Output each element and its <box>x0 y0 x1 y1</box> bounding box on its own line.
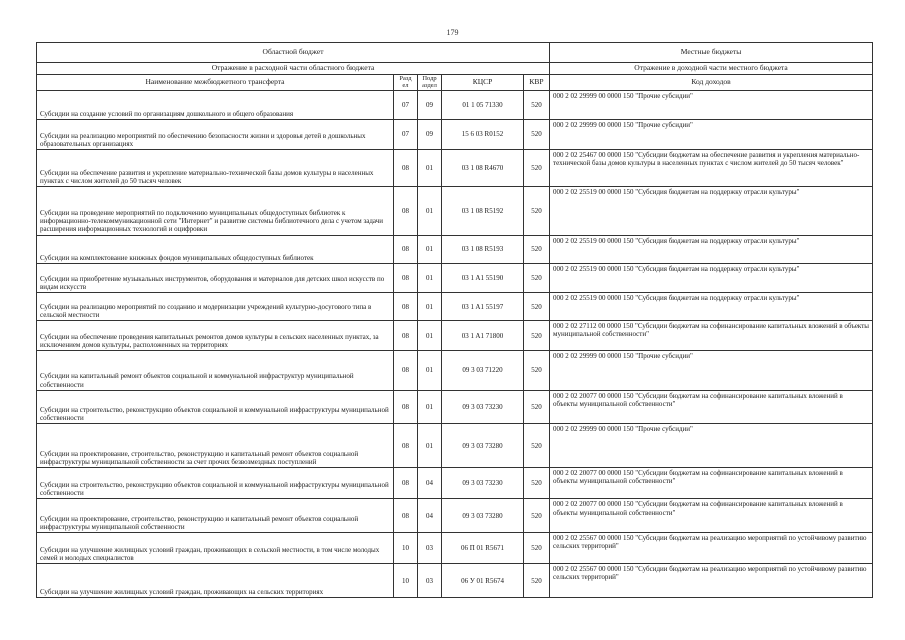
income-reflection-header: Отражение в доходной части местного бюджета <box>550 63 873 75</box>
income-code: 000 2 02 29999 00 0000 150 "Прочие субсидии" <box>550 120 873 149</box>
kcsr-code: 06 П 01 R5671 <box>442 532 524 563</box>
column-header-kcsr: КЦСР <box>442 75 524 91</box>
section-code: 08 <box>394 390 418 424</box>
kvr-code: 520 <box>524 564 550 598</box>
section-code: 08 <box>394 321 418 350</box>
income-code: 000 2 02 29999 00 0000 150 "Прочие субсидии" <box>550 91 873 120</box>
kvr-code: 520 <box>524 532 550 563</box>
column-header-kvr: КВР <box>524 75 550 91</box>
section-code: 08 <box>394 499 418 533</box>
transfer-name: Субсидии на реализацию мероприятий по созданию и модернизации учреждений культурно-досугового типа в сельской местности <box>37 293 394 321</box>
subsection-code: 01 <box>418 424 442 468</box>
kvr-code: 520 <box>524 187 550 235</box>
section-code: 08 <box>394 149 418 187</box>
section-code: 08 <box>394 424 418 468</box>
kvr-code: 520 <box>524 91 550 120</box>
subsection-code: 04 <box>418 468 442 499</box>
column-header-section: Разд ел <box>394 75 418 91</box>
section-code: 08 <box>394 187 418 235</box>
table-row <box>37 532 873 563</box>
table-row <box>37 321 873 350</box>
kcsr-code: 09 3 03 73280 <box>442 424 524 468</box>
subsection-code: 09 <box>418 120 442 149</box>
section-code: 08 <box>394 293 418 321</box>
kcsr-code: 03 1 A1 55190 <box>442 263 524 292</box>
subsection-code: 01 <box>418 263 442 292</box>
kvr-code: 520 <box>524 293 550 321</box>
expense-reflection-header: Отражение в расходной части областного бюджета <box>37 63 550 75</box>
kvr-code: 520 <box>524 390 550 424</box>
kvr-code: 520 <box>524 468 550 499</box>
kvr-code: 520 <box>524 149 550 187</box>
income-code: 000 2 02 25567 00 0000 150 "Субсидии бюджетам на реализацию мероприятий по устойчивому развитию сельских территорий" <box>550 532 873 563</box>
kcsr-code: 09 3 03 73230 <box>442 468 524 499</box>
transfer-name: Субсидии на проектирование, строительство, реконструкцию и капитальный ремонт объектов социальной инфраструктуры муниципальной собственности <box>37 499 394 533</box>
local-budgets-header: Местные бюджеты <box>550 43 873 63</box>
transfers-table <box>36 42 873 598</box>
table-row <box>37 390 873 424</box>
section-code: 08 <box>394 263 418 292</box>
section-code: 07 <box>394 120 418 149</box>
kvr-code: 520 <box>524 350 550 390</box>
income-code: 000 2 02 25519 00 0000 150 "Субсидия бюджетам на поддержку отрасли культуры" <box>550 293 873 321</box>
kcsr-code: 03 1 08 R5193 <box>442 235 524 263</box>
transfer-name: Субсидии на строительство, реконструкцию объектов социальной и коммунальной инфраструктуры муниципальной собственности <box>37 468 394 499</box>
section-code: 08 <box>394 350 418 390</box>
table-row <box>37 468 873 499</box>
subsection-code: 03 <box>418 564 442 598</box>
income-code: 000 2 02 20077 00 0000 150 "Субсидии бюджетам на софинансирование капитальных вложений в объекты муниципальной собственности" <box>550 468 873 499</box>
income-code: 000 2 02 20077 00 0000 150 "Субсидии бюджетам на софинансирование капитальных вложений в объекты муниципальной собственности" <box>550 390 873 424</box>
kvr-code: 520 <box>524 120 550 149</box>
section-code: 08 <box>394 235 418 263</box>
income-code: 000 2 02 25519 00 0000 150 "Субсидия бюджетам на поддержку отрасли культуры" <box>550 263 873 292</box>
table-row <box>37 499 873 533</box>
subsection-code: 01 <box>418 293 442 321</box>
subsection-code: 01 <box>418 350 442 390</box>
kcsr-code: 06 У 01 R5674 <box>442 564 524 598</box>
kvr-code: 520 <box>524 499 550 533</box>
subsection-code: 01 <box>418 187 442 235</box>
kcsr-code: 03 1 08 R5192 <box>442 187 524 235</box>
subsection-code: 01 <box>418 321 442 350</box>
kcsr-code: 09 3 03 73230 <box>442 390 524 424</box>
section-code: 10 <box>394 532 418 563</box>
kcsr-code: 03 1 A1 71800 <box>442 321 524 350</box>
table-row <box>37 91 873 120</box>
transfer-name: Субсидии на улучшение жилищных условий граждан, проживающих в сельской местности, в том числе молодых семей и молодых специалистов <box>37 532 394 563</box>
page-number: 179 <box>446 28 459 37</box>
income-code: 000 2 02 20077 00 0000 150 "Субсидии бюджетам на софинансирование капитальных вложений в объекты муниципальной собственности" <box>550 499 873 533</box>
transfer-name: Субсидии на комплектование книжных фондов муниципальных общедоступных библиотек <box>37 235 394 263</box>
kcsr-code: 15 6 03 R0152 <box>442 120 524 149</box>
kvr-code: 520 <box>524 321 550 350</box>
regional-budget-header: Областной бюджет <box>37 43 550 63</box>
column-header-income-code: Код доходов <box>550 75 873 91</box>
column-header-name: Наименование межбюджетного трансферта <box>37 75 394 91</box>
table-row <box>37 120 873 149</box>
transfer-name: Субсидии на приобретение музыкальных инструментов, оборудования и материалов для детских школ искусств по видам искусств <box>37 263 394 292</box>
transfer-name: Субсидии на улучшение жилищных условий граждан, проживающих на сельских территориях <box>37 564 394 598</box>
column-header-subsection: Подр аздел <box>418 75 442 91</box>
subsection-code: 03 <box>418 532 442 563</box>
kvr-code: 520 <box>524 424 550 468</box>
transfer-name: Субсидии на создание условий по организациям дошкольного и общего образования <box>37 91 394 120</box>
section-code: 08 <box>394 468 418 499</box>
section-code: 07 <box>394 91 418 120</box>
income-code: 000 2 02 27112 00 0000 150 "Субсидии бюджетам на софинансирование капитальных вложений в объекты муниципальной собственности" <box>550 321 873 350</box>
transfer-name: Субсидии на проведение мероприятий по подключению муниципальных общедоступных библиотек к информационно-телекоммуникационной сети "Интернет" и развитие системы библиотечного дела с учетом задачи расширения информационных технологий и оцифровки <box>37 187 394 235</box>
kcsr-code: 01 1 05 71330 <box>442 91 524 120</box>
subsection-code: 01 <box>418 149 442 187</box>
income-code: 000 2 02 29999 00 0000 150 "Прочие субсидии" <box>550 424 873 468</box>
transfer-name: Субсидии на реализацию мероприятий по обеспечению безопасности жизни и здоровья детей в дошкольных образовательных организациях <box>37 120 394 149</box>
transfer-name: Субсидии на строительство, реконструкцию объектов социальной и коммунальной инфраструктуры муниципальной собственности <box>37 390 394 424</box>
kcsr-code: 03 1 08 R4670 <box>442 149 524 187</box>
income-code: 000 2 02 25519 00 0000 150 "Субсидия бюджетам на поддержку отрасли культуры" <box>550 187 873 235</box>
subsection-code: 01 <box>418 235 442 263</box>
kvr-code: 520 <box>524 263 550 292</box>
income-code: 000 2 02 29999 00 0000 150 "Прочие субсидии" <box>550 350 873 390</box>
section-code: 10 <box>394 564 418 598</box>
kcsr-code: 03 1 A1 55197 <box>442 293 524 321</box>
kvr-code: 520 <box>524 235 550 263</box>
subsection-code: 01 <box>418 390 442 424</box>
table-row <box>37 149 873 187</box>
kcsr-code: 09 3 03 73280 <box>442 499 524 533</box>
income-code: 000 2 02 25467 00 0000 150 "Субсидии бюджетам на обеспечение развития и укрепления материально-технической базы домов культуры в населенных пунктах с числом жителей до 50 тысяч человек" <box>550 149 873 187</box>
table-row <box>37 293 873 321</box>
table-row <box>37 187 873 235</box>
kcsr-code: 09 3 03 71220 <box>442 350 524 390</box>
table-row <box>37 235 873 263</box>
subsection-code: 04 <box>418 499 442 533</box>
income-code: 000 2 02 25567 00 0000 150 "Субсидии бюджетам на реализацию мероприятий по устойчивому развитию сельских территорий" <box>550 564 873 598</box>
transfer-name: Субсидии на проектирование, строительство, реконструкцию и капитальный ремонт объектов социальной инфраструктуры муниципальной собственности за счет прочих безвозмездных поступлений <box>37 424 394 468</box>
transfer-name: Субсидии на обеспечение развития и укрепление материально-технической базы домов культуры в населенных пунктах с числом жителей до 50 тысяч человек <box>37 149 394 187</box>
table-row <box>37 424 873 468</box>
table-row <box>37 564 873 598</box>
transfer-name: Субсидии на обеспечение проведения капитальных ремонтов домов культуры в сельских населенных пунктах, за исключением домов культуры, расположенных на территориях <box>37 321 394 350</box>
transfer-name: Субсидии на капитальный ремонт объектов социальной и коммунальной инфраструктур муниципальной собственности <box>37 350 394 390</box>
income-code: 000 2 02 25519 00 0000 150 "Субсидия бюджетам на поддержку отрасли культуры" <box>550 235 873 263</box>
table-row <box>37 350 873 390</box>
table-row <box>37 263 873 292</box>
subsection-code: 09 <box>418 91 442 120</box>
